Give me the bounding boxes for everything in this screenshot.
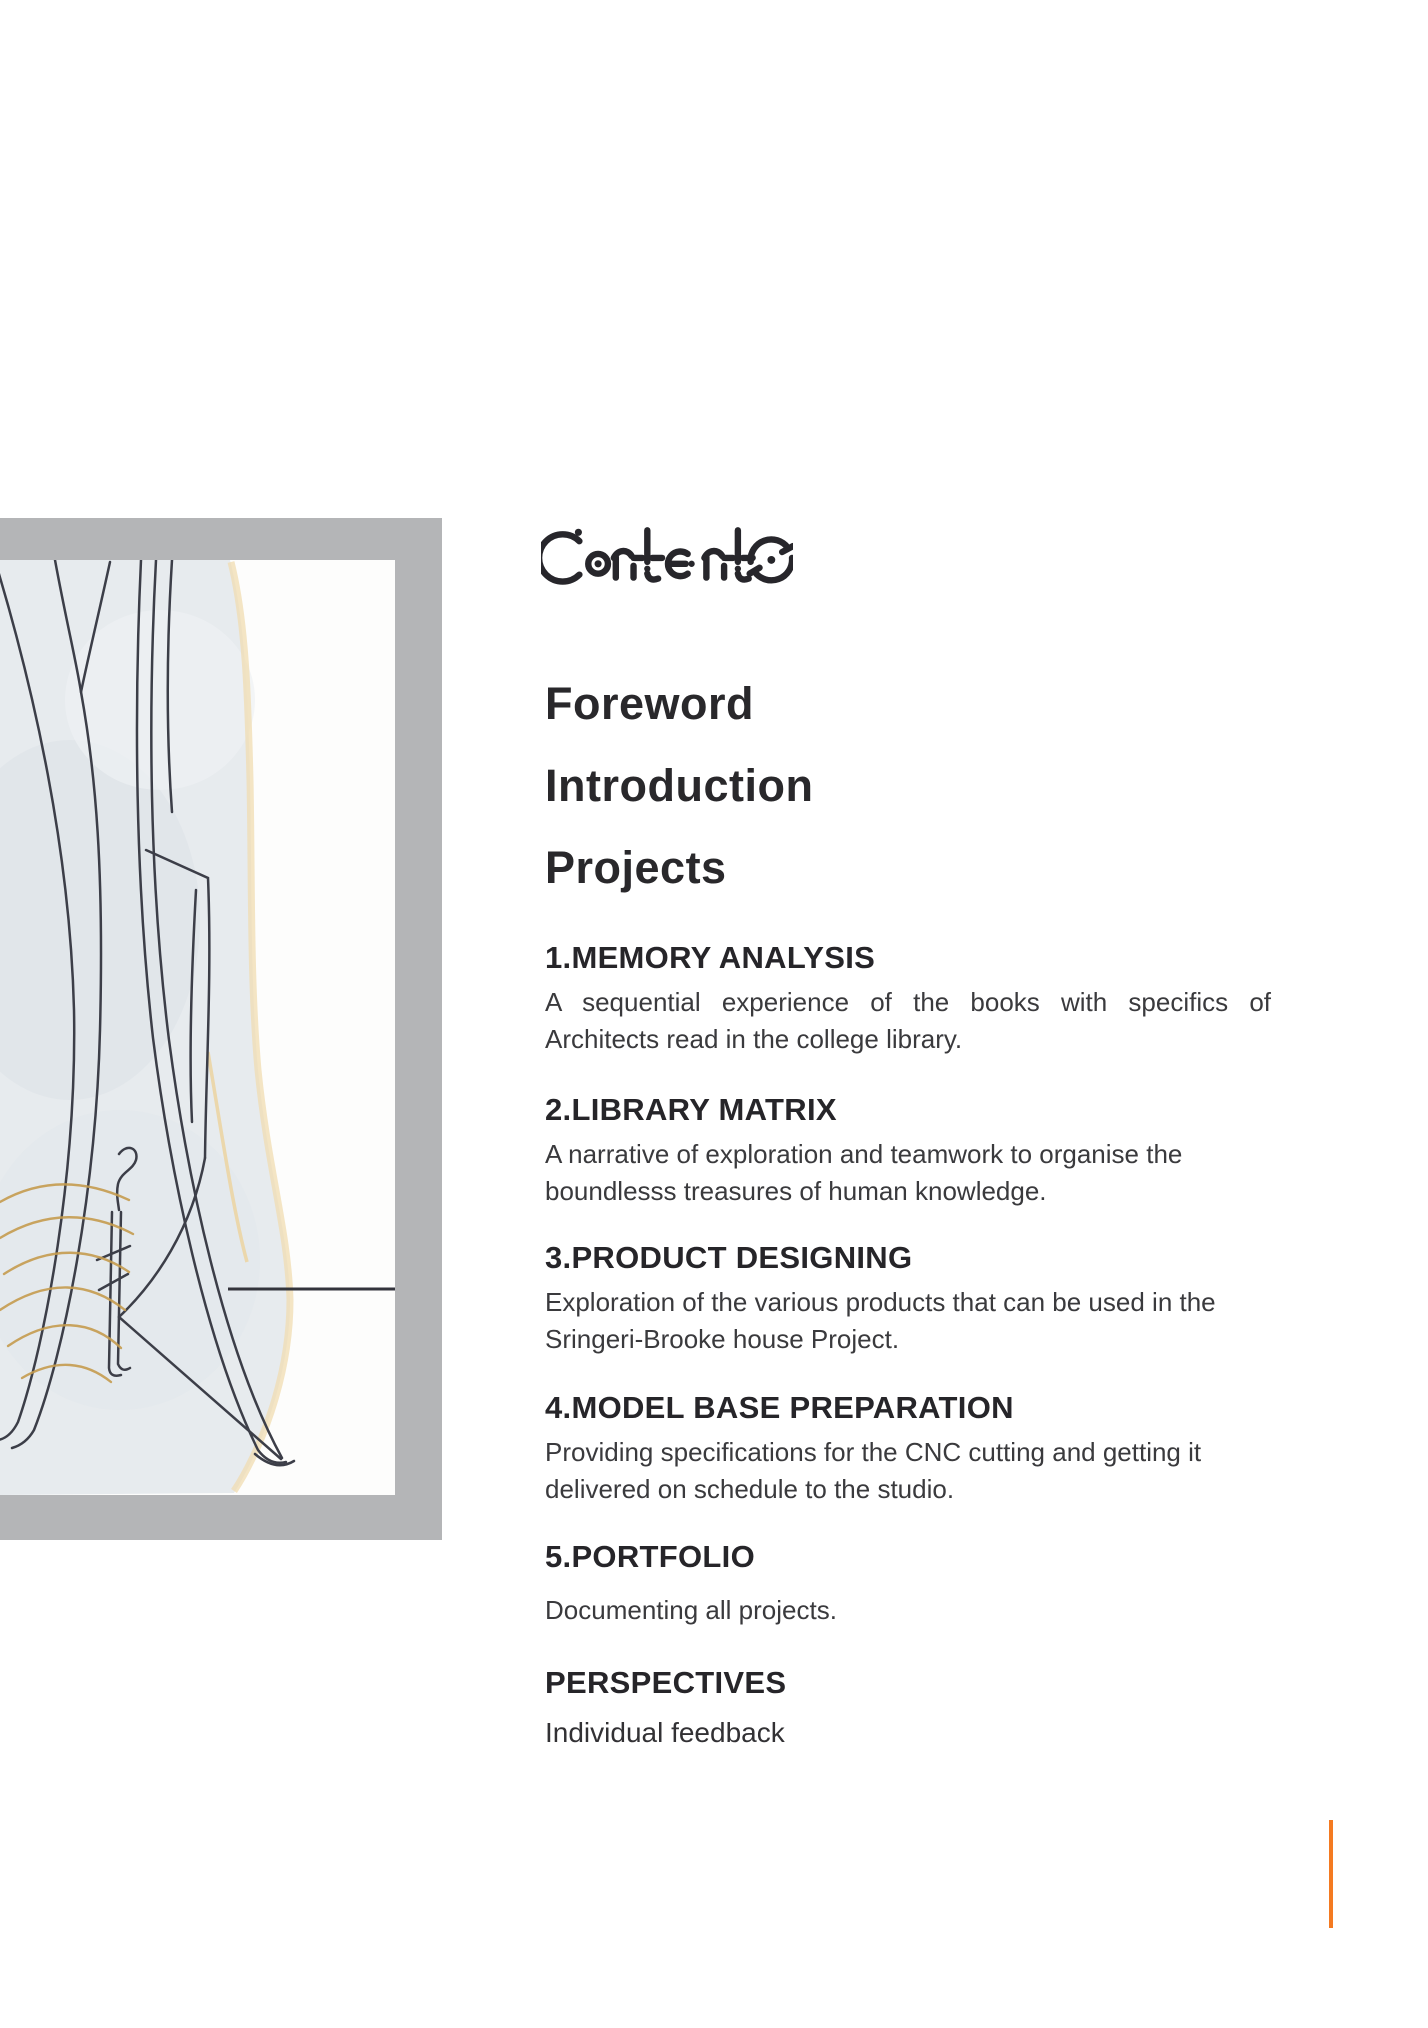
section-body xyxy=(545,984,1271,1058)
section-body xyxy=(545,1434,1271,1508)
section-text-line: A narrative of exploration and teamwork to organise the xyxy=(545,1139,1183,1169)
section-body xyxy=(545,1284,1271,1358)
heading-projects: Projects xyxy=(545,842,727,893)
section-body xyxy=(545,1714,1271,1751)
accent-line xyxy=(1329,1820,1333,1928)
contents-logo xyxy=(541,516,793,588)
sketch-image xyxy=(0,560,395,1495)
section-title: 3.PRODUCT DESIGNING xyxy=(545,1240,913,1275)
toc-section-portfolio xyxy=(545,1540,1271,1629)
contents-logo-glyphs xyxy=(541,516,793,588)
section-text-line: Exploration of the various products that can be used in the xyxy=(545,1287,1216,1317)
artwork-panel xyxy=(0,518,442,1540)
toc-section-perspectives xyxy=(545,1666,1271,1751)
section-body xyxy=(545,1592,1271,1629)
toc-section-memory-analysis xyxy=(545,941,1271,1058)
section-title: 5.PORTFOLIO xyxy=(545,1539,755,1574)
section-text-line: Documenting all projects. xyxy=(545,1595,837,1625)
heading-introduction: Introduction xyxy=(545,760,814,811)
section-text-line: A sequential experience of the books with specifics of xyxy=(545,987,1271,1017)
section-text-line: boundlesss treasures of human knowledge. xyxy=(545,1176,1047,1206)
section-title: PERSPECTIVES xyxy=(545,1665,787,1700)
heading-foreword: Foreword xyxy=(545,678,755,729)
section-title: 1.MEMORY ANALYSIS xyxy=(545,940,876,975)
toc-section-product-designing xyxy=(545,1241,1271,1358)
toc-section-model-base-preparation xyxy=(545,1391,1271,1508)
section-text-line: Architects read in the college library. xyxy=(545,1024,963,1054)
section-body xyxy=(545,1136,1271,1210)
section-title: 4.MODEL BASE PREPARATION xyxy=(545,1390,1014,1425)
section-text-line: Individual feedback xyxy=(545,1717,785,1748)
section-title: 2.LIBRARY MATRIX xyxy=(545,1092,837,1127)
toc-section-library-matrix xyxy=(545,1093,1271,1210)
artwork-frame xyxy=(0,560,395,1495)
section-text-line: Sringeri-Brooke house Project. xyxy=(545,1324,900,1354)
section-text-line: delivered on schedule to the studio. xyxy=(545,1474,955,1504)
section-text-line: Providing specifications for the CNC cutting and getting it xyxy=(545,1437,1202,1467)
